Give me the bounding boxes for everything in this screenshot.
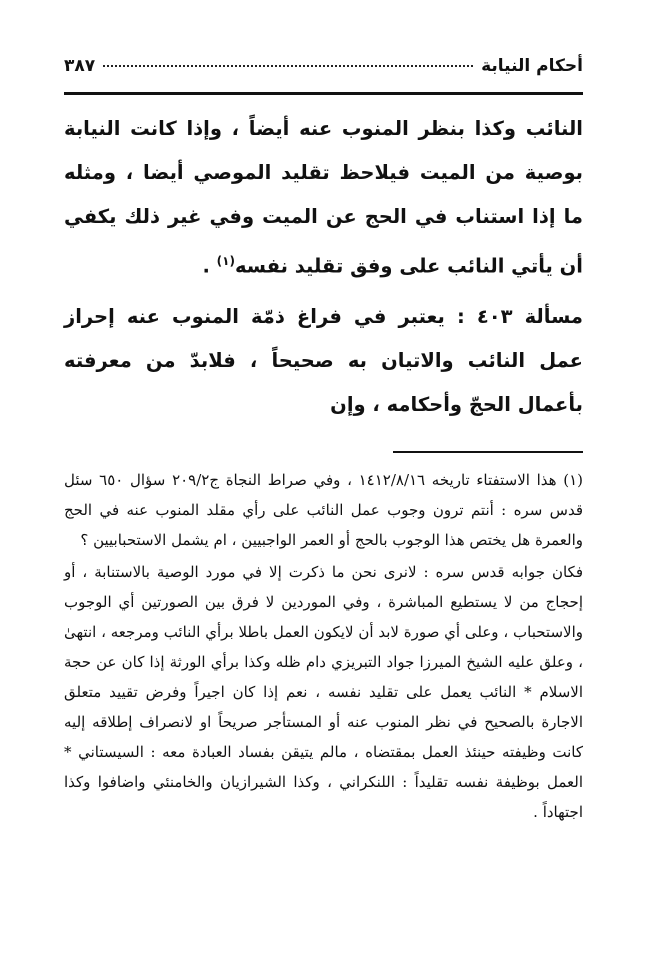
running-title: أحكام النيابة — [481, 56, 583, 76]
footnote-separator — [64, 451, 583, 453]
running-header — [64, 56, 583, 84]
header-rule — [64, 92, 583, 95]
paragraph-end: . — [202, 254, 217, 278]
paragraph-text: النائب وكذا بنظر المنوب عنه أيضاً ، وإذا كانت النيابة بوصية من الميت فيلاحظ تقليد الموصي أيضا ، ومثله ما إذا استناب في الحج عن الميت وفي غير ذلك يكفي أن يأتي النائب على وفق تقليد نفسه — [64, 117, 583, 278]
footnote-reference: (١) — [216, 254, 235, 268]
main-text — [64, 107, 583, 427]
main-paragraph — [64, 107, 583, 289]
footnote-1-continued: فكان جوابه قدس سره : لانرى نحن ما ذكرت إلا في مورد الوصية بالاستنابة ، أو إحجاج من لا يستطيع المباشرة ، وفي الموردين لا فرق بين الصورتين أي الوجوب والاستحباب ، وعلى أي صورة لابد أن لايكون العمل باطلا برأي النائب ومرجعه ، انتهىٰ ، وعلق عليه الشيخ الميرزا جواد التبريزي دام ظله وكذا برأي الورثة إذا كان عن حجة الاسلام * النائب يعمل على تقليد نفسه ، نعم إذا كان اجيراً وفرض تقييد متعلق الاجارة بالصحيح في نظر المنوب عنه أو المستأجر صريحاً او لانصراف إطلاقه إليه كانت وظيفته حينئذ العمل بمقتضاه ، مالم يتيقن بفساد العبادة معه : السيستاني * العمل بوظيفة نفسه تقليداً : اللنكراني ، وكذا الشيرازيان والخامنئي واضافوا وكذا اجتهاداً . — [64, 562, 583, 821]
issue-paragraph — [64, 295, 583, 427]
issue-text: يعتبر في فراغ ذمّة المنوب عنه إحراز عمل النائب والاتيان به صحيحاً ، فلابدّ من معرفته بأعمال الحجّ وأحكامه ، وإن — [64, 304, 583, 416]
issue-label: مسألة ٤٠٣ : — [456, 304, 583, 328]
leader-dots — [103, 65, 473, 67]
footnotes — [64, 465, 583, 827]
page-number: ٣٨٧ — [64, 56, 96, 76]
footnote-1: (١) هذا الاستفتاء تاريخه ١٤١٢/٨/١٦ ، وفي صراط النجاة ج٢٠٩/٢ سؤال ٦٥٠ سئل قدس سره : أنتم ترون وجوب عمل النائب على رأي مقلد المنوب عنه في الحج والعمرة هل يختص هذا الوجوب بالحج أو العمر الواجبيين ، ام يشمل الاستحبابيين ؟ — [64, 470, 584, 549]
